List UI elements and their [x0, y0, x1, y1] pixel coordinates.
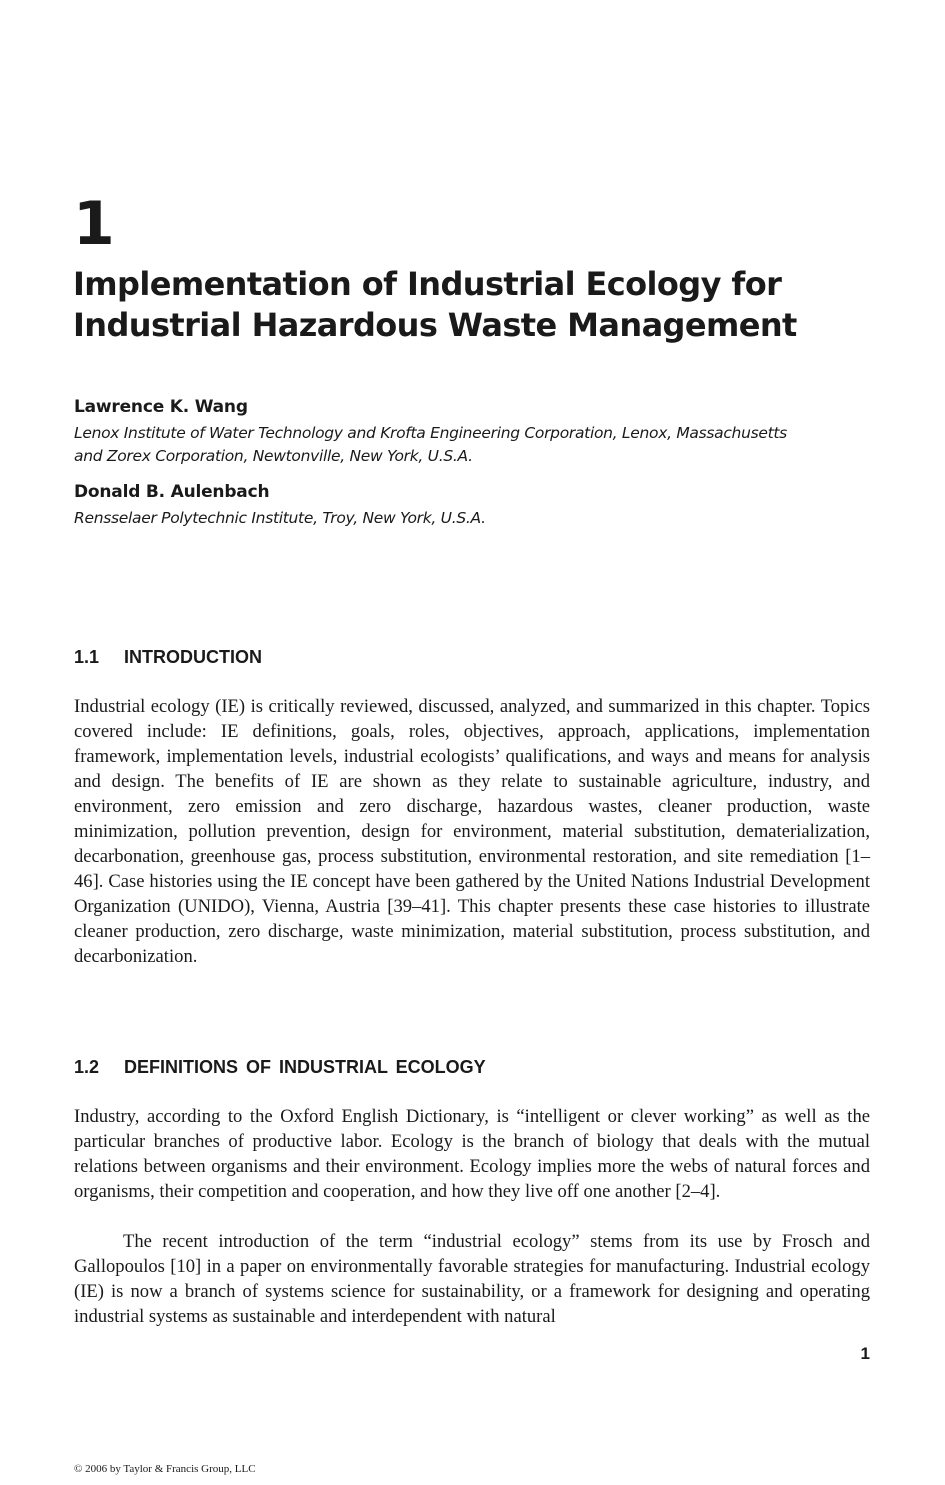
section-heading-definitions: [74, 1055, 486, 1079]
paragraph-definitions-2: The recent introduction of the term “industrial ecology” stems from its use by Frosch and Gallopoulos [10] in a paper on environmentally favorable strategies for manufacturing. Industrial ecology (IE) is now a branch of systems science for sustainability, or a framework for designing and operating industrial systems as sustainable and interdependent with natural: [74, 1231, 870, 1327]
section-number: 1.2: [74, 1057, 100, 1077]
section-title: DEFINITIONS OF INDUSTRIAL ECOLOGY: [124, 1057, 486, 1077]
author-name-1: Lawrence K. Wang: [74, 397, 248, 417]
author-affiliation-1-line-2: and Zorex Corporation, Newtonville, New York, U.S.A.: [74, 447, 473, 465]
section-title: INTRODUCTION: [124, 647, 262, 667]
paragraph-definitions-1: Industry, according to the Oxford English Dictionary, is “intelligent or clever working” as well as the particular branches of productive labor. Ecology is the branch of biology that deals with the mutual relations between organisms and their environment. Ecology implies more the webs of natural forces and organisms, their competition and cooperation, and how they live off one another [2–4].: [74, 1106, 870, 1202]
author-affiliation-1: [74, 422, 864, 468]
page-number: 1: [860, 1344, 870, 1363]
section-heading-introduction: [74, 645, 262, 669]
copyright-notice: © 2006 by Taylor & Francis Group, LLC: [74, 1463, 256, 1475]
author-affiliation-2-line-1: Rensselaer Polytechnic Institute, Troy, New York, U.S.A.: [74, 509, 486, 527]
author-name-2: Donald B. Aulenbach: [74, 482, 270, 502]
chapter-title-line-2: Industrial Hazardous Waste Management: [73, 306, 797, 344]
paragraph-introduction: Industrial ecology (IE) is critically reviewed, discussed, analyzed, and summarized in this chapter. Topics covered include: IE definitions, goals, roles, objectives, approach, applications, implementation framework, implementation levels, industrial ecologists’ qualifications, and ways and means for analysis and design. The benefits of IE are shown as they relate to sustainable agriculture, industry, and environment, zero emission and zero discharge, hazardous wastes, cleaner production, waste minimization, pollution prevention, design for environment, material substitution, dematerialization, decarbonation, greenhouse gas, process substitution, environmental restoration, and site remediation [1–46]. Case histories using the IE concept have been gathered by the United Nations Industrial Development Organization (UNIDO), Vienna, Austria [39–41]. This chapter presents these case histories to illustrate cleaner production, zero discharge, waste minimization, material substitution, process substitution, and decarbonization.: [74, 696, 870, 967]
section-number: 1.1: [74, 647, 100, 667]
chapter-title-line-1: Implementation of Industrial Ecology for: [73, 265, 782, 303]
chapter-title: [73, 264, 873, 346]
author-affiliation-1-line-1: Lenox Institute of Water Technology and Krofta Engineering Corporation, Lenox, Massachusetts: [74, 424, 787, 442]
author-affiliation-2: [74, 507, 864, 530]
chapter-number: 1: [73, 189, 113, 259]
